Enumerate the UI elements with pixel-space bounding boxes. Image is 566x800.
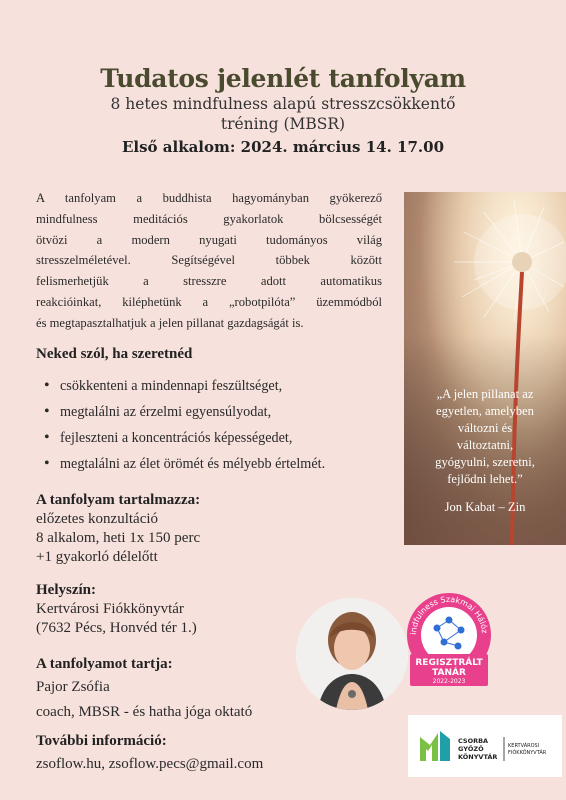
intro-line: mindfulness meditációs gyakorlatok bölcsességét xyxy=(36,211,382,226)
quote-author: Jon Kabat – Zin xyxy=(444,500,526,514)
intro-line: ötvözi a modern nyugati tudományos világ xyxy=(36,232,382,247)
list-item: • csökkenteni a mindennapi feszültséget, xyxy=(36,373,325,399)
badge-ring-text: indfulness Szakmai Hálóz xyxy=(408,594,490,635)
logo-text: KÖNYVTÁR xyxy=(458,753,498,761)
library-logo-illustration xyxy=(408,715,562,777)
intro-line: A tanfolyam a buddhista hagyományban gyökerező xyxy=(36,191,382,205)
quote-line: gyógyulni, szeretni, xyxy=(435,455,535,469)
course-contents-section xyxy=(36,491,200,567)
intro-line: és megtapasztalhatjuk a jelen pillanat gazdagságát is. xyxy=(36,315,304,330)
list-item: • megtalálni az érzelmi egyensúlyodat, xyxy=(36,399,325,425)
list-item: • fejleszteni a koncentrációs képességedet, xyxy=(36,425,325,451)
location-line: Kertvárosi Fiókkönyvtár xyxy=(36,601,184,617)
quote-line: változtatni, xyxy=(456,438,514,452)
badge-label: TANÁR xyxy=(432,668,466,678)
info-section xyxy=(36,732,263,774)
section-heading: Neked szól, ha szeretnéd xyxy=(36,346,193,362)
badge-illustration xyxy=(404,590,494,690)
contents-line: előzetes konzultáció xyxy=(36,511,159,527)
portrait-illustration xyxy=(296,598,408,710)
badge-label: REGISZTRÁLT xyxy=(415,658,483,668)
first-session-date: Első alkalom: 2024. március 14. 17.00 xyxy=(121,138,445,156)
intro-line: felismerhetjük a stresszre adott automatikus xyxy=(36,274,382,289)
logo-text: GYŐZŐ xyxy=(458,745,484,753)
section-heading: Helyszín: xyxy=(36,582,96,598)
badge-years: 2022-2023 xyxy=(432,678,466,685)
teacher-section xyxy=(36,655,252,722)
contents-line: +1 gyakorló délelőtt xyxy=(36,549,158,565)
dandelion-illustration xyxy=(404,192,566,545)
quote-text xyxy=(404,386,566,488)
section-heading: A tanfolyamot tartja: xyxy=(36,656,173,672)
target-audience-section xyxy=(36,346,325,477)
subtitle-line: 8 hetes mindfulness alapú stresszcsökkentő xyxy=(110,95,456,113)
teacher-portrait xyxy=(296,598,408,710)
intro-line: reakcióinkat, kiléphetünk a „robotpilóta” üzemmódból xyxy=(36,294,382,309)
logo-text: FIÓKKÖNYVTÁR xyxy=(508,750,547,756)
benefit-list xyxy=(36,373,325,477)
intro-paragraph xyxy=(36,188,382,334)
dandelion-photo xyxy=(404,192,566,545)
subtitle-line: tréning (MBSR) xyxy=(220,115,346,133)
intro-line: stresszelméletével. Segítségével többek között xyxy=(36,253,382,268)
contents-line: 8 alkalom, heti 1x 150 perc xyxy=(36,530,201,546)
contact-info[interactable]: zsoflow.hu, zsoflow.pecs@gmail.com xyxy=(36,756,264,772)
teacher-role: coach, MBSR - és hatha jóga oktató xyxy=(36,704,253,720)
quote-line: „A jelen pillanat az xyxy=(436,387,534,401)
section-heading: További információ: xyxy=(36,733,167,749)
quote-line: változni és xyxy=(457,421,513,435)
teacher-name: Pajor Zsófia xyxy=(36,679,110,695)
page-subtitle xyxy=(110,94,456,134)
list-item: • megtalálni az élet örömét és mélyebb értelmét. xyxy=(36,451,325,477)
location-line: (7632 Pécs, Honvéd tér 1.) xyxy=(36,620,197,636)
location-section xyxy=(36,581,197,638)
quote-line: egyetlen, amelyben xyxy=(436,404,534,418)
quote-line: fejlődni lehet.” xyxy=(447,472,523,486)
library-logo xyxy=(408,715,562,777)
section-heading: A tanfolyam tartalmazza: xyxy=(36,492,201,508)
logo-text: CSORBA xyxy=(458,737,489,745)
logo-text: KERTVÁROSI xyxy=(508,743,540,749)
page-title: Tudatos jelenlét tanfolyam xyxy=(100,64,466,93)
registered-teacher-badge xyxy=(404,590,494,690)
